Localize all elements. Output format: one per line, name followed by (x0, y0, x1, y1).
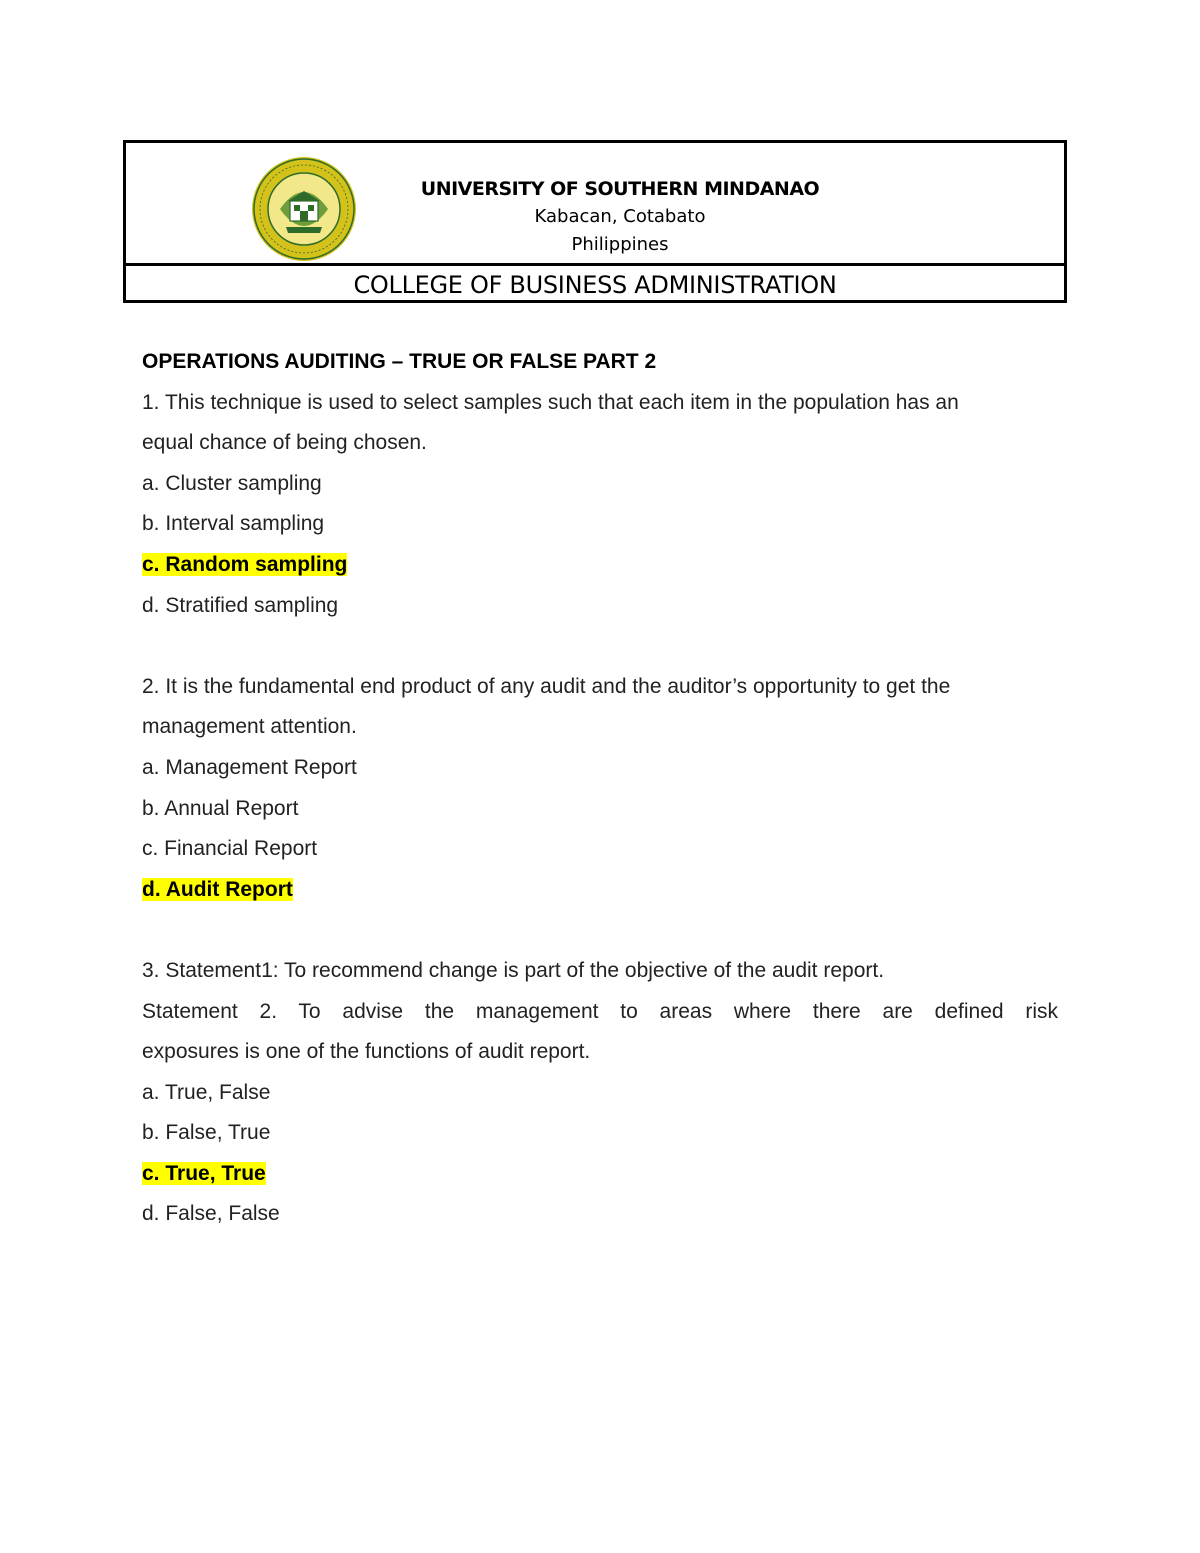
question-1-line-2: equal chance of being chosen. (142, 431, 427, 455)
question-3-option-d: d. False, False (142, 1202, 280, 1226)
question-3-line-2: Statement 2. To advise the management to areas where there are defined risk (142, 999, 1058, 1023)
university-location: Kabacan, Cotabato (534, 206, 706, 227)
letterhead (123, 140, 1067, 303)
question-1-option-a: a. Cluster sampling (142, 471, 322, 495)
university-name: UNIVERSITY OF SOUTHERN MINDANAO (420, 178, 820, 200)
question-3-line-3: exposures is one of the functions of audit report. (142, 1040, 591, 1064)
question-2-option-a: a. Management Report (142, 755, 357, 779)
question-3-option-c: c. True, True (142, 1161, 266, 1185)
question-1-option-c: c. Random sampling (142, 552, 348, 576)
page-title: OPERATIONS AUDITING – TRUE OR FALSE PART 2 (142, 350, 657, 373)
question-1-option-b: b. Interval sampling (142, 512, 325, 536)
spacer (142, 626, 1058, 667)
question-2-option-d: d. Audit Report (142, 877, 293, 901)
spacer (142, 910, 1058, 951)
question-2-line-2: management attention. (142, 715, 357, 739)
document-body (142, 342, 1058, 1235)
question-2-answer (142, 870, 1058, 911)
college-name: COLLEGE OF BUSINESS ADMINISTRATION (353, 271, 837, 299)
university-block (376, 175, 864, 259)
question-1-option-d: d. Stratified sampling (142, 593, 339, 617)
question-2-option-b: b. Annual Report (142, 796, 299, 820)
question-2-line-1: 2. It is the fundamental end product of any audit and the auditor’s opportunity to get the (142, 674, 951, 698)
question-3-line-1: 3. Statement1: To recommend change is part of the objective of the audit report. (142, 958, 885, 982)
question-2-option-c: c. Financial Report (142, 837, 318, 861)
question-3-answer (142, 1154, 1058, 1195)
question-3-option-b: b. False, True (142, 1121, 271, 1145)
question-3-option-a: a. True, False (142, 1080, 271, 1104)
question-1-answer (142, 545, 1058, 586)
letterhead-top (126, 143, 1064, 266)
university-country: Philippines (571, 234, 669, 255)
university-seal-icon (250, 155, 358, 263)
question-1-line-1: 1. This technique is used to select samples such that each item in the population has an (142, 390, 959, 414)
